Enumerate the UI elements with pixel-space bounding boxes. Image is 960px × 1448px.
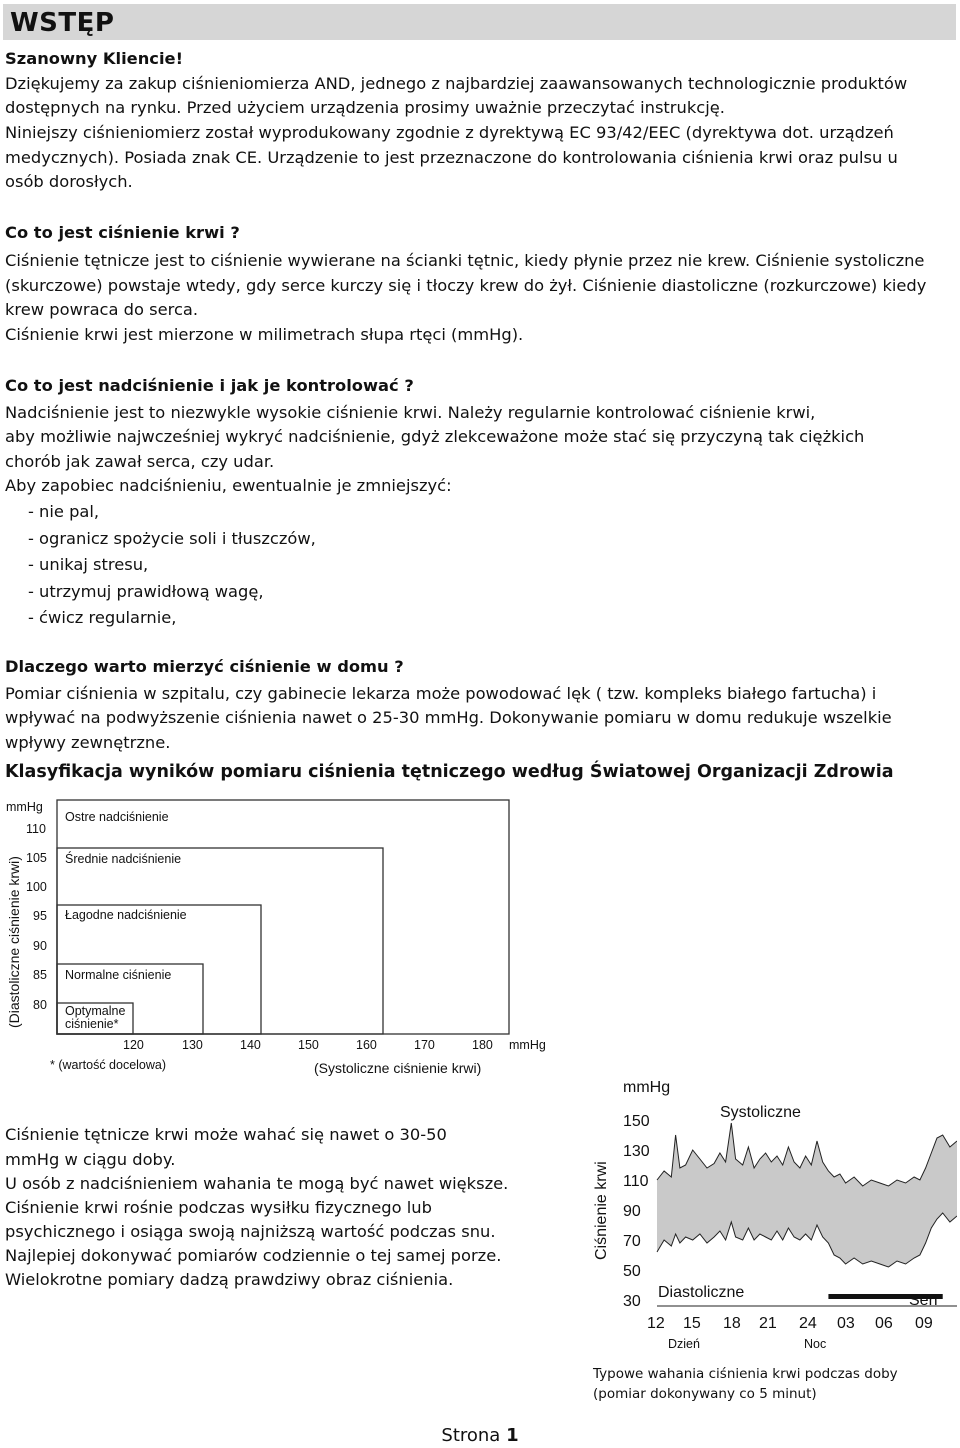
- x-tick: 160: [356, 1038, 377, 1052]
- section2-line: chorób jak zawał serca, czy udar.: [5, 452, 275, 471]
- section3-line: Pomiar ciśnienia w szpitalu, czy gabinecie lekarza może powodować lęk ( tzw. kompleks białego fartucha) i: [5, 684, 877, 703]
- y-unit-label: mmHg: [6, 800, 43, 814]
- section2-line: Nadciśnienie jest to niezwykle wysokie ciśnienie krwi. Należy regularnie kontrolować ciśnienie krwi,: [5, 403, 816, 422]
- section3-line: wpływać na podwyższenie ciśnienia nawet o 25-30 mmHg. Dokonywanie pomiaru w domu redukuje wszelkie: [5, 708, 892, 727]
- y-tick-label: 90: [623, 1203, 641, 1220]
- x-tick: 170: [414, 1038, 435, 1052]
- intro-line: osób dorosłych.: [5, 172, 133, 191]
- footnote: * (wartość docelowa): [50, 1058, 167, 1072]
- x-tick-label: 06: [875, 1315, 893, 1332]
- list-item: - ćwicz regularnie,: [28, 608, 177, 627]
- intro-line: medycznych). Posiada znak CE. Urządzenie to jest przeznaczone do kontrolowania ciśnienia krwi oraz pulsu u: [5, 148, 898, 167]
- y-tick: 105: [26, 851, 47, 865]
- y-tick: 85: [33, 968, 47, 982]
- period-label-day: Dzień: [668, 1337, 700, 1351]
- x-tick: 140: [240, 1038, 261, 1052]
- chart-y-label: Ciśnienie krwi: [593, 1161, 610, 1260]
- page-number: 1: [506, 1425, 519, 1446]
- x-tick-label: 03: [837, 1315, 855, 1332]
- y-tick-label: 130: [623, 1143, 650, 1160]
- daily-bp-chart: [585, 1070, 957, 1360]
- who-classification-chart: [0, 790, 560, 1090]
- list-item: - nie pal,: [28, 502, 100, 521]
- section3-line: wpływy zewnętrzne.: [5, 733, 171, 752]
- sleep-label: Sen: [909, 1292, 938, 1309]
- y-tick: 100: [26, 880, 47, 894]
- variation-line: U osób z nadciśnieniem wahania te mogą być nawet większe.: [5, 1174, 509, 1193]
- intro-line: Dziękujemy za zakup ciśnieniomierza AND, jednego z najbardziej zaawansowanych technologicznie produktów: [5, 74, 908, 93]
- zone-label: Optymalne: [65, 1004, 126, 1018]
- caption-line: (pomiar dokonywany co 5 minut): [593, 1386, 817, 1402]
- y-tick-label: 50: [623, 1263, 641, 1280]
- footer-label: Strona: [441, 1425, 501, 1446]
- diastolic-label: Diastoliczne: [658, 1284, 745, 1301]
- section1-line: Ciśnienie krwi jest mierzone w milimetrach słupa rtęci (mmHg).: [5, 325, 524, 344]
- section2-line: Aby zapobiec nadciśnieniu, ewentualnie je zmniejszyć:: [5, 476, 452, 495]
- variation-line: Ciśnienie tętnicze krwi może wahać się nawet o 30-50: [5, 1125, 447, 1144]
- section1-line: krew powraca do serca.: [5, 300, 199, 319]
- zone-label: Normalne ciśnienie: [65, 968, 172, 982]
- list-item: - ogranicz spożycie soli i tłuszczów,: [28, 528, 316, 548]
- section-heading-home-measurement: Dlaczego warto mierzyć ciśnienie w domu ?: [5, 657, 404, 676]
- x-tick-label: 09: [915, 1315, 933, 1332]
- y-tick: 95: [33, 909, 47, 923]
- section2-line: aby możliwie najwcześniej wykryć nadciśnienie, gdyż zlekceważone może stać się przyczyną tak ciężkich: [5, 427, 865, 446]
- intro-line: Niniejszy ciśnieniomierz został wyprodukowany zgodnie z dyrektywą EC 93/42/EEC (dyrektywa dot. urządzeń: [5, 123, 894, 142]
- x-tick-label: 12: [647, 1315, 665, 1332]
- variation-line: psychicznego i osiąga swoją najniższą wartość podczas snu.: [5, 1222, 496, 1241]
- y-tick-label: 110: [623, 1173, 649, 1190]
- period-label-night: Noc: [804, 1337, 827, 1351]
- intro-line: dostępnych na rynku. Przed użyciem urządzenia prosimy uważnie przeczytać instrukcję.: [5, 98, 725, 117]
- x-tick-label: 24: [799, 1315, 817, 1332]
- y-tick: 80: [33, 998, 47, 1012]
- systolic-label: Systoliczne: [720, 1104, 801, 1121]
- x-tick: 180: [472, 1038, 493, 1052]
- section-heading-blood-pressure: Co to jest ciśnienie krwi ?: [5, 223, 240, 242]
- variation-line: Najlepiej dokonywać pomiarów codziennie o tej samej porze.: [5, 1246, 502, 1265]
- x-tick-label: 21: [759, 1315, 777, 1332]
- x-tick: 150: [298, 1038, 319, 1052]
- zone-label: Łagodne nadciśnienie: [65, 908, 187, 922]
- page-footer: [0, 1425, 960, 1446]
- header-bar: [3, 4, 956, 40]
- section1-line: (skurczowe) powstaje wtedy, gdy serce kurczy się i tłoczy krew do żył. Ciśnienie diastoliczne (rozkurczowe) kiedy: [5, 276, 927, 295]
- zone-label: ciśnienie*: [65, 1017, 119, 1031]
- x-tick-label: 18: [723, 1315, 741, 1332]
- y-tick-label: 70: [623, 1233, 641, 1250]
- variation-line: Wielokrotne pomiary dadzą prawdziwy obraz ciśnienia.: [5, 1270, 454, 1289]
- y-tick: 90: [33, 939, 47, 953]
- list-item: - utrzymuj prawidłową wagę,: [28, 581, 264, 601]
- x-tick: 130: [182, 1038, 203, 1052]
- bp-range-band: [657, 1123, 957, 1267]
- y-tick: 110: [26, 822, 46, 836]
- variation-line: Ciśnienie krwi rośnie podczas wysiłku fizycznego lub: [5, 1198, 432, 1217]
- x-unit-label: mmHg: [509, 1038, 546, 1052]
- chart-y-unit: mmHg: [623, 1079, 671, 1096]
- x-axis-label: (Systoliczne ciśnienie krwi): [314, 1060, 482, 1076]
- zone-label: Średnie nadciśnienie: [65, 852, 182, 866]
- prevention-list: [28, 499, 316, 632]
- x-tick-label: 15: [683, 1315, 701, 1332]
- x-tick: 120: [123, 1038, 144, 1052]
- y-tick-label: 30: [623, 1293, 641, 1310]
- classification-title: Klasyfikacja wyników pomiaru ciśnienia tętniczego według Światowej Organizacji Zdrowia: [5, 762, 894, 782]
- y-tick-label: 150: [623, 1113, 650, 1130]
- section-heading-hypertension: Co to jest nadciśnienie i jak je kontrolować ?: [5, 376, 414, 395]
- zone-label: Ostre nadciśnienie: [65, 810, 169, 824]
- greeting: Szanowny Kliencie!: [5, 49, 183, 68]
- y-axis-label: (Diastoliczne ciśnienie krwi): [6, 856, 22, 1028]
- page-title: WSTĘP: [10, 8, 115, 38]
- variation-line: mmHg w ciągu doby.: [5, 1150, 176, 1169]
- caption-line: Typowe wahania ciśnienia krwi podczas doby: [593, 1366, 898, 1382]
- chart-caption: [593, 1364, 898, 1404]
- section1-line: Ciśnienie tętnicze jest to ciśnienie wywierane na ścianki tętnic, kiedy płynie przez nie krew. Ciśnienie systoliczne: [5, 251, 925, 270]
- list-item: - unikaj stresu,: [28, 555, 149, 574]
